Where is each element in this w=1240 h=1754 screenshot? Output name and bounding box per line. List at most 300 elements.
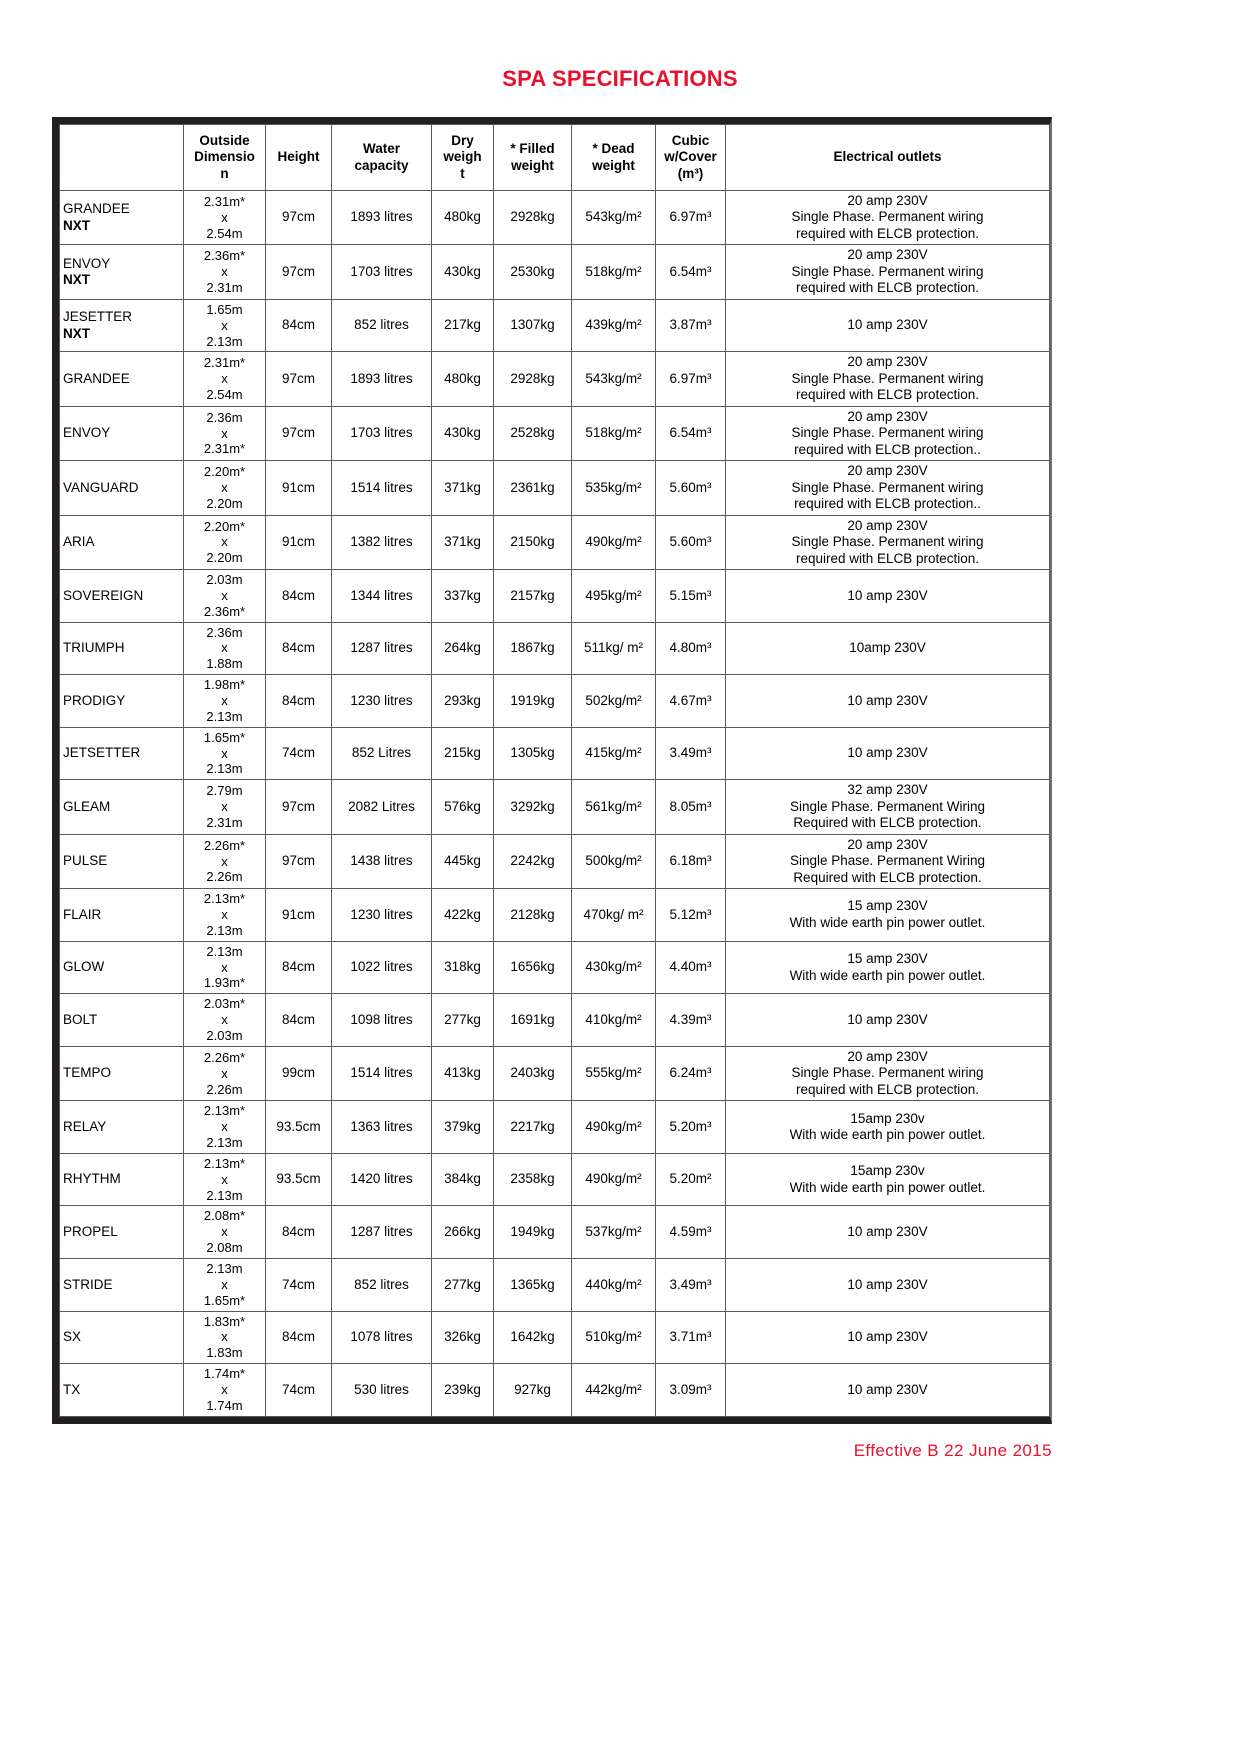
header-line-1: Cubic <box>671 133 710 149</box>
model-name: ARIA <box>63 534 95 550</box>
electrical-line: With wide earth pin power outlet. <box>789 967 986 983</box>
electrical-line: 10 amp 230V <box>847 1223 928 1239</box>
model-name: FLAIR <box>63 906 102 922</box>
cell-dead-weight: 502kg/m² <box>572 675 656 728</box>
model-name: GRANDEE <box>63 370 130 386</box>
cell-electrical-outlets <box>726 780 1050 834</box>
table-body <box>60 191 1050 1417</box>
cell-filled-weight: 2128kg <box>494 889 572 942</box>
cell-dead-weight: 561kg/m² <box>572 780 656 834</box>
dimension-separator: x <box>221 640 228 656</box>
cell-electrical-outlets <box>726 191 1050 245</box>
cell-filled-weight: 2150kg <box>494 515 572 569</box>
cell-electrical-outlets <box>726 675 1050 728</box>
cell-electrical-outlets <box>726 245 1050 299</box>
dimension-b: 1.65m* <box>203 1292 246 1308</box>
cell-model <box>60 1101 184 1154</box>
cell-filled-weight: 2358kg <box>494 1153 572 1206</box>
cell-height: 84cm <box>266 675 332 728</box>
cell-water-capacity: 852 litres <box>332 299 432 352</box>
cell-outside-dimension <box>184 834 266 888</box>
dimension-b: 2.13m <box>206 708 243 724</box>
electrical-line: 10 amp 230V <box>847 1329 928 1345</box>
electrical-line: 10 amp 230V <box>847 692 928 708</box>
table-row <box>60 1101 1050 1154</box>
electrical-line: Single Phase. Permanent Wiring <box>789 798 986 814</box>
dimension-b: 1.93m* <box>203 975 246 991</box>
model-suffix: NXT <box>63 325 90 341</box>
cell-filled-weight: 927kg <box>494 1364 572 1417</box>
cell-height: 93.5cm <box>266 1101 332 1154</box>
cell-model <box>60 406 184 460</box>
model-suffix: NXT <box>63 272 90 288</box>
cell-filled-weight: 2403kg <box>494 1046 572 1100</box>
table-row <box>60 1206 1050 1259</box>
electrical-line: 15 amp 230V <box>847 898 928 914</box>
effective-date-note: Effective B 22 June 2015 <box>853 1441 1052 1460</box>
electrical-line: 10 amp 230V <box>847 1276 928 1292</box>
cell-model <box>60 994 184 1047</box>
cell-electrical-outlets <box>726 1153 1050 1206</box>
electrical-line: 20 amp 230V <box>847 517 928 533</box>
cell-filled-weight: 2217kg <box>494 1101 572 1154</box>
cell-outside-dimension <box>184 675 266 728</box>
cell-filled-weight: 1919kg <box>494 675 572 728</box>
dimension-b: 2.54m <box>206 225 243 241</box>
cell-cubic-with-cover: 4.40m³ <box>656 941 726 994</box>
column-header-dead-weight <box>572 125 656 191</box>
model-name: VANGUARD <box>63 479 139 495</box>
dimension-a: 2.26m* <box>203 1049 246 1065</box>
electrical-line: 20 amp 230V <box>847 193 928 208</box>
cell-height: 97cm <box>266 406 332 460</box>
electrical-line: With wide earth pin power outlet. <box>789 1127 986 1143</box>
electrical-line: Single Phase. Permanent wiring <box>791 425 984 441</box>
cell-model <box>60 1259 184 1312</box>
cell-height: 84cm <box>266 622 332 675</box>
dimension-b: 2.13m <box>206 1135 243 1150</box>
model-suffix: NXT <box>63 217 90 233</box>
electrical-line: 10amp 230V <box>849 640 926 656</box>
model-name: GLOW <box>63 959 105 975</box>
header-line-1: Dry <box>451 133 474 149</box>
cell-cubic-with-cover: 4.67m³ <box>656 675 726 728</box>
cell-outside-dimension <box>184 622 266 675</box>
cell-water-capacity: 1078 litres <box>332 1311 432 1364</box>
header-line-3: t <box>460 165 465 181</box>
cell-height: 97cm <box>266 780 332 834</box>
cell-model <box>60 245 184 299</box>
electrical-line: 10 amp 230V <box>847 745 928 761</box>
dimension-separator: x <box>221 745 228 761</box>
cell-electrical-outlets <box>726 941 1050 994</box>
cell-height: 84cm <box>266 299 332 352</box>
cell-dead-weight: 430kg/m² <box>572 941 656 994</box>
cell-filled-weight: 1691kg <box>494 994 572 1047</box>
cell-dry-weight: 318kg <box>432 941 494 994</box>
table-row <box>60 994 1050 1047</box>
table-row <box>60 461 1050 515</box>
electrical-line: Required with ELCB protection. <box>793 815 982 831</box>
cell-electrical-outlets <box>726 994 1050 1047</box>
dimension-separator: x <box>221 317 228 333</box>
cell-dead-weight: 518kg/m² <box>572 245 656 299</box>
column-header-model <box>60 125 184 191</box>
cell-water-capacity: 1514 litres <box>332 1046 432 1100</box>
column-header-filled-weight <box>494 125 572 191</box>
cell-dead-weight: 537kg/m² <box>572 1206 656 1259</box>
dimension-separator: x <box>221 534 228 550</box>
cell-dry-weight: 480kg <box>432 191 494 245</box>
electrical-line: required with ELCB protection. <box>795 550 980 566</box>
cell-model <box>60 515 184 569</box>
cell-dead-weight: 415kg/m² <box>572 727 656 780</box>
cell-dry-weight: 239kg <box>432 1364 494 1417</box>
cell-filled-weight: 1867kg <box>494 622 572 675</box>
spa-specifications-table <box>59 124 1050 1417</box>
electrical-line: 10 amp 230V <box>847 1011 928 1027</box>
electrical-line: 10 amp 230V <box>847 317 928 333</box>
dimension-a: 2.13m* <box>203 1103 246 1119</box>
dimension-separator: x <box>221 1119 228 1135</box>
dimension-a: 2.36m <box>206 409 243 425</box>
electrical-line: With wide earth pin power outlet. <box>789 914 986 930</box>
cell-height: 99cm <box>266 1046 332 1100</box>
header-line-1: Outside <box>199 133 250 149</box>
cell-dead-weight: 500kg/m² <box>572 834 656 888</box>
cell-water-capacity: 852 litres <box>332 1259 432 1312</box>
dimension-separator: x <box>221 1382 228 1398</box>
column-header-water-capacity <box>332 125 432 191</box>
electrical-line: 20 amp 230V <box>847 408 928 424</box>
column-header-outside-dimension <box>184 125 266 191</box>
cell-cubic-with-cover: 6.97m³ <box>656 191 726 245</box>
cell-height: 91cm <box>266 515 332 569</box>
cell-model <box>60 191 184 245</box>
cell-dry-weight: 430kg <box>432 245 494 299</box>
cell-water-capacity: 1703 litres <box>332 245 432 299</box>
cell-dry-weight: 576kg <box>432 780 494 834</box>
dimension-b: 2.03m <box>206 1028 243 1044</box>
cell-electrical-outlets <box>726 1364 1050 1417</box>
cell-dry-weight: 384kg <box>432 1153 494 1206</box>
cell-dead-weight: 495kg/m² <box>572 570 656 623</box>
cell-outside-dimension <box>184 1259 266 1312</box>
cell-water-capacity: 1022 litres <box>332 941 432 994</box>
table-row <box>60 245 1050 299</box>
cell-filled-weight: 1307kg <box>494 299 572 352</box>
electrical-line: With wide earth pin power outlet. <box>789 1179 986 1195</box>
cell-model <box>60 834 184 888</box>
electrical-line: 20 amp 230V <box>847 1048 928 1064</box>
cell-dry-weight: 293kg <box>432 675 494 728</box>
dimension-separator: x <box>221 853 228 869</box>
model-name: JESETTER <box>63 309 133 325</box>
dimension-b: 2.13m <box>206 761 243 777</box>
dimension-separator: x <box>221 1012 228 1028</box>
header-line-1: * Filled <box>510 141 555 157</box>
cell-height: 84cm <box>266 994 332 1047</box>
cell-outside-dimension <box>184 352 266 406</box>
table-row <box>60 191 1050 245</box>
cell-electrical-outlets <box>726 1259 1050 1312</box>
electrical-line: 15 amp 230V <box>847 951 928 967</box>
cell-dry-weight: 217kg <box>432 299 494 352</box>
cell-electrical-outlets <box>726 352 1050 406</box>
cell-dead-weight: 518kg/m² <box>572 406 656 460</box>
dimension-separator: x <box>221 1224 228 1240</box>
cell-cubic-with-cover: 4.80m³ <box>656 622 726 675</box>
cell-dead-weight: 442kg/m² <box>572 1364 656 1417</box>
table-row <box>60 406 1050 460</box>
cell-water-capacity: 1344 litres <box>332 570 432 623</box>
cell-electrical-outlets <box>726 515 1050 569</box>
model-name: ENVOY <box>63 425 111 441</box>
cell-water-capacity: 530 litres <box>332 1364 432 1417</box>
dimension-b: 2.08m <box>206 1240 243 1256</box>
cell-cubic-with-cover: 5.60m³ <box>656 461 726 515</box>
dimension-a: 2.79m <box>206 783 243 799</box>
dimension-separator: x <box>221 209 228 225</box>
header-line-3: (m³) <box>677 165 704 181</box>
column-header-cubic-with-cover <box>656 125 726 191</box>
cell-dead-weight: 490kg/m² <box>572 1153 656 1206</box>
dimension-a: 2.13m <box>206 943 243 959</box>
cell-height: 74cm <box>266 1259 332 1312</box>
dimension-b: 1.88m <box>206 656 243 672</box>
cell-filled-weight: 2928kg <box>494 191 572 245</box>
electrical-line: 20 amp 230V <box>847 247 928 263</box>
dimension-a: 1.83m* <box>203 1313 246 1329</box>
page-title: SPA SPECIFICATIONS <box>502 66 738 91</box>
cell-cubic-with-cover: 3.49m³ <box>656 727 726 780</box>
cell-water-capacity: 852 Litres <box>332 727 432 780</box>
cell-electrical-outlets <box>726 1311 1050 1364</box>
cell-model <box>60 622 184 675</box>
cell-filled-weight: 1305kg <box>494 727 572 780</box>
cell-model <box>60 461 184 515</box>
cell-model <box>60 1311 184 1364</box>
dimension-a: 2.36m <box>206 624 243 640</box>
cell-dead-weight: 543kg/m² <box>572 191 656 245</box>
cell-outside-dimension <box>184 299 266 352</box>
cell-filled-weight: 3292kg <box>494 780 572 834</box>
cell-dry-weight: 264kg <box>432 622 494 675</box>
cell-dry-weight: 445kg <box>432 834 494 888</box>
table-row <box>60 834 1050 888</box>
cell-dead-weight: 490kg/m² <box>572 1101 656 1154</box>
cell-water-capacity: 1287 litres <box>332 1206 432 1259</box>
dimension-a: 2.03m <box>206 572 243 588</box>
cell-outside-dimension <box>184 191 266 245</box>
cell-model <box>60 1046 184 1100</box>
dimension-separator: x <box>221 479 228 495</box>
table-row <box>60 1046 1050 1100</box>
cell-cubic-with-cover: 5.20m² <box>656 1153 726 1206</box>
electrical-line: 10 amp 230V <box>847 1381 928 1397</box>
table-row <box>60 622 1050 675</box>
cell-dry-weight: 422kg <box>432 889 494 942</box>
dimension-separator: x <box>221 799 228 815</box>
model-name: GRANDEE <box>63 201 130 217</box>
table-row <box>60 675 1050 728</box>
cell-height: 97cm <box>266 191 332 245</box>
electrical-line: Single Phase. Permanent wiring <box>791 370 984 386</box>
cell-outside-dimension <box>184 941 266 994</box>
cell-dead-weight: 511kg/ m² <box>572 622 656 675</box>
table-header <box>60 125 1050 191</box>
electrical-line: Single Phase. Permanent wiring <box>791 209 984 225</box>
cell-dry-weight: 277kg <box>432 1259 494 1312</box>
cell-outside-dimension <box>184 515 266 569</box>
model-name: PULSE <box>63 853 108 869</box>
cell-electrical-outlets <box>726 461 1050 515</box>
dimension-a: 2.20m* <box>203 518 246 534</box>
dimension-b: 1.74m <box>206 1397 243 1413</box>
table-row <box>60 1311 1050 1364</box>
table-row <box>60 727 1050 780</box>
cell-cubic-with-cover: 3.71m³ <box>656 1311 726 1364</box>
dimension-b: 2.31m* <box>203 441 246 457</box>
cell-height: 84cm <box>266 1206 332 1259</box>
table-row <box>60 941 1050 994</box>
cell-water-capacity: 1703 litres <box>332 406 432 460</box>
dimension-separator: x <box>221 959 228 975</box>
cell-electrical-outlets <box>726 889 1050 942</box>
cell-outside-dimension <box>184 406 266 460</box>
electrical-line: 20 amp 230V <box>847 463 928 479</box>
cell-water-capacity: 1893 litres <box>332 352 432 406</box>
dimension-separator: x <box>221 425 228 441</box>
dimension-a: 1.65m <box>206 301 243 317</box>
electrical-line: Single Phase. Permanent wiring <box>791 263 984 279</box>
dimension-separator: x <box>221 371 228 387</box>
electrical-line: Required with ELCB protection. <box>793 869 982 885</box>
cell-height: 97cm <box>266 834 332 888</box>
electrical-line: required with ELCB protection. <box>795 225 980 241</box>
cell-height: 97cm <box>266 352 332 406</box>
cell-height: 74cm <box>266 1364 332 1417</box>
cell-water-capacity: 1893 litres <box>332 191 432 245</box>
cell-electrical-outlets <box>726 1046 1050 1100</box>
cell-outside-dimension <box>184 727 266 780</box>
cell-dry-weight: 480kg <box>432 352 494 406</box>
cell-outside-dimension <box>184 1311 266 1364</box>
cell-water-capacity: 2082 Litres <box>332 780 432 834</box>
cell-cubic-with-cover: 3.87m³ <box>656 299 726 352</box>
dimension-a: 2.26m* <box>203 837 246 853</box>
cell-dry-weight: 277kg <box>432 994 494 1047</box>
header-line-2: w/Cover <box>664 149 717 165</box>
dimension-b: 2.13m <box>206 922 243 938</box>
cell-model <box>60 299 184 352</box>
model-name: GLEAM <box>63 798 111 814</box>
table-header-row <box>60 125 1050 191</box>
cell-outside-dimension <box>184 570 266 623</box>
cell-water-capacity: 1230 litres <box>332 675 432 728</box>
cell-dry-weight: 430kg <box>432 406 494 460</box>
electrical-line: Single Phase. Permanent Wiring <box>789 853 986 869</box>
cell-dead-weight: 410kg/m² <box>572 994 656 1047</box>
dimension-a: 2.36m* <box>203 248 246 264</box>
dimension-separator: x <box>221 1065 228 1081</box>
cell-electrical-outlets <box>726 622 1050 675</box>
cell-height: 84cm <box>266 941 332 994</box>
column-header-height: Height <box>266 125 332 191</box>
electrical-line: required with ELCB protection.. <box>794 441 981 457</box>
cell-outside-dimension <box>184 461 266 515</box>
cell-model <box>60 570 184 623</box>
cell-electrical-outlets <box>726 299 1050 352</box>
cell-filled-weight: 1656kg <box>494 941 572 994</box>
model-name: PRODIGY <box>63 692 126 708</box>
cell-cubic-with-cover: 3.09m³ <box>656 1364 726 1417</box>
dimension-separator: x <box>221 1329 228 1345</box>
electrical-line: required with ELCB protection. <box>795 280 980 296</box>
model-name: STRIDE <box>63 1276 113 1292</box>
dimension-b: 2.13m <box>206 1187 243 1203</box>
header-line-2: weight <box>511 157 554 173</box>
electrical-line: Single Phase. Permanent wiring <box>791 479 984 495</box>
dimension-a: 1.74m* <box>203 1366 246 1382</box>
dimension-separator: x <box>221 907 228 922</box>
electrical-line: required with ELCB protection.. <box>794 496 981 512</box>
cell-height: 97cm <box>266 245 332 299</box>
dimension-a: 2.31m* <box>203 193 246 209</box>
model-name: BOLT <box>63 1011 98 1027</box>
cell-outside-dimension <box>184 889 266 942</box>
table-row <box>60 570 1050 623</box>
cell-cubic-with-cover: 6.24m³ <box>656 1046 726 1100</box>
table-row <box>60 299 1050 352</box>
header-line-2: Dimensio <box>194 149 255 165</box>
cell-filled-weight: 1365kg <box>494 1259 572 1312</box>
cell-water-capacity: 1287 litres <box>332 622 432 675</box>
header-line-3: n <box>220 165 229 181</box>
electrical-line: 20 amp 230V <box>847 354 928 370</box>
cell-water-capacity: 1098 litres <box>332 994 432 1047</box>
table-row <box>60 780 1050 834</box>
cell-water-capacity: 1438 litres <box>332 834 432 888</box>
electrical-line: 15amp 230v <box>850 1110 925 1126</box>
model-name: PROPEL <box>63 1223 118 1239</box>
cell-outside-dimension <box>184 1153 266 1206</box>
cell-outside-dimension <box>184 1046 266 1100</box>
dimension-b: 2.20m <box>206 550 243 566</box>
dimension-b: 2.26m <box>206 869 243 885</box>
cell-filled-weight: 2157kg <box>494 570 572 623</box>
dimension-separator: x <box>221 587 228 603</box>
dimension-separator: x <box>221 264 228 280</box>
cell-water-capacity: 1382 litres <box>332 515 432 569</box>
dimension-a: 2.13m <box>206 1261 243 1277</box>
table-row <box>60 889 1050 942</box>
cell-outside-dimension <box>184 994 266 1047</box>
cell-cubic-with-cover: 4.39m³ <box>656 994 726 1047</box>
cell-model <box>60 1206 184 1259</box>
cell-cubic-with-cover: 6.97m³ <box>656 352 726 406</box>
dimension-a: 2.13m* <box>203 891 246 907</box>
cell-dead-weight: 535kg/m² <box>572 461 656 515</box>
electrical-line: Single Phase. Permanent wiring <box>791 1065 984 1081</box>
cell-dry-weight: 326kg <box>432 1311 494 1364</box>
cell-dead-weight: 490kg/m² <box>572 515 656 569</box>
cell-height: 84cm <box>266 570 332 623</box>
column-header-dry-weight <box>432 125 494 191</box>
table-row <box>60 1153 1050 1206</box>
cell-filled-weight: 2242kg <box>494 834 572 888</box>
cell-dry-weight: 379kg <box>432 1101 494 1154</box>
